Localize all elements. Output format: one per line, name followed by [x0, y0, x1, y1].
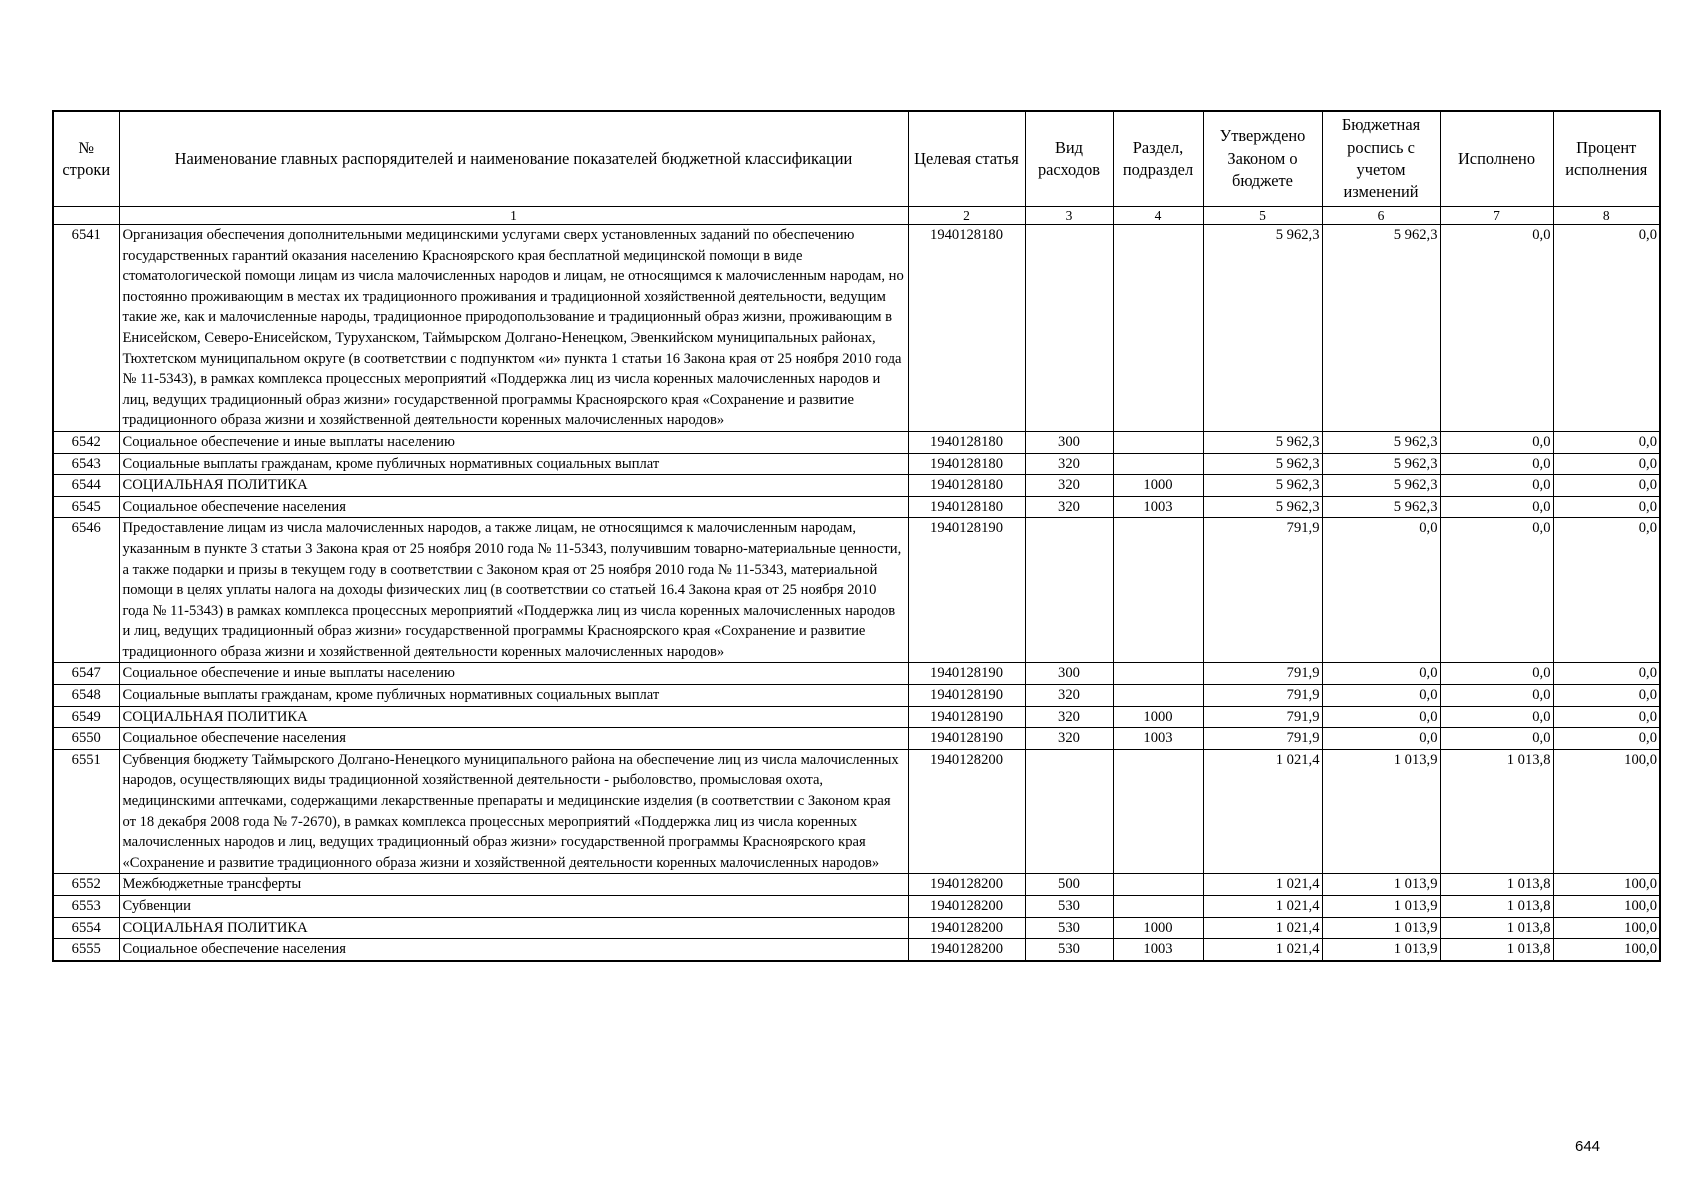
expense-type-cell: 320	[1025, 728, 1113, 750]
revised-cell: 1 013,9	[1322, 874, 1440, 896]
row-name-cell: Социальное обеспечение и иные выплаты населению	[119, 431, 908, 453]
table-row	[53, 225, 1660, 432]
header-section: Раздел, подраздел	[1113, 111, 1203, 207]
target-article-cell: 1940128180	[908, 453, 1025, 475]
expense-type-cell: 320	[1025, 685, 1113, 707]
section-cell: 1000	[1113, 475, 1203, 497]
row-name-cell: Социальное обеспечение населения	[119, 496, 908, 518]
row-name-cell: Социальное обеспечение населения	[119, 728, 908, 750]
section-cell: 1000	[1113, 706, 1203, 728]
revised-cell: 0,0	[1322, 706, 1440, 728]
target-article-cell: 1940128200	[908, 939, 1025, 961]
table-row	[53, 939, 1660, 961]
percent-cell: 0,0	[1553, 728, 1660, 750]
column-number: 6	[1322, 207, 1440, 225]
table-row	[53, 706, 1660, 728]
column-number-row	[53, 207, 1660, 225]
section-cell	[1113, 896, 1203, 918]
approved-cell: 5 962,3	[1203, 225, 1322, 432]
revised-cell: 1 013,9	[1322, 896, 1440, 918]
row-name-cell: Предоставление лицам из числа малочисленных народов, а также лицам, не относящимся к малочисленным народам, указанным в пункте 3 статьи 3 Закона края от 25 ноября 2010 года № 11-5343, получившим товарно-материальные ценности, а также подарки и призы в текущем году в соответствии с Законом края от 25 ноября 2010 года № 11-5343, материальной помощи в целях уплаты налога на доходы физических лиц (в соответствии со статьей 16.4 Закона края от 25 ноября 2010 года № 11-5343) в рамках комплекса процессных мероприятий «Поддержка лиц из числа коренных малочисленных народов и лиц, ведущих традиционный образ жизни» государственной программы Красноярского края «Сохранение и развитие традиционного образа жизни и хозяйственной деятельности коренных малочисленных народов»	[119, 518, 908, 663]
expense-type-cell: 300	[1025, 431, 1113, 453]
column-number: 3	[1025, 207, 1113, 225]
row-number-cell: 6552	[53, 874, 119, 896]
header-revised: Бюджетная роспись с учетом изменений	[1322, 111, 1440, 207]
header-approved: Утверждено Законом о бюджете	[1203, 111, 1322, 207]
section-cell	[1113, 453, 1203, 475]
table-row	[53, 431, 1660, 453]
percent-cell: 0,0	[1553, 685, 1660, 707]
row-number-cell: 6551	[53, 749, 119, 874]
table-row	[53, 728, 1660, 750]
row-number-cell: 6549	[53, 706, 119, 728]
table-row	[53, 518, 1660, 663]
table-row	[53, 453, 1660, 475]
row-number-cell: 6548	[53, 685, 119, 707]
header-percent: Процент исполнения	[1553, 111, 1660, 207]
target-article-cell: 1940128180	[908, 225, 1025, 432]
expense-type-cell: 320	[1025, 475, 1113, 497]
approved-cell: 5 962,3	[1203, 496, 1322, 518]
row-number-cell: 6555	[53, 939, 119, 961]
row-number-cell: 6550	[53, 728, 119, 750]
target-article-cell: 1940128190	[908, 518, 1025, 663]
approved-cell: 791,9	[1203, 518, 1322, 663]
row-name-cell: СОЦИАЛЬНАЯ ПОЛИТИКА	[119, 706, 908, 728]
executed-cell: 1 013,8	[1440, 917, 1553, 939]
percent-cell: 0,0	[1553, 663, 1660, 685]
revised-cell: 5 962,3	[1322, 431, 1440, 453]
revised-cell: 5 962,3	[1322, 225, 1440, 432]
section-cell: 1003	[1113, 728, 1203, 750]
target-article-cell: 1940128180	[908, 496, 1025, 518]
table-row	[53, 685, 1660, 707]
table-row	[53, 496, 1660, 518]
executed-cell: 0,0	[1440, 706, 1553, 728]
table-row	[53, 475, 1660, 497]
approved-cell: 5 962,3	[1203, 431, 1322, 453]
column-number: 4	[1113, 207, 1203, 225]
section-cell	[1113, 685, 1203, 707]
table-row	[53, 749, 1660, 874]
executed-cell: 0,0	[1440, 728, 1553, 750]
executed-cell: 0,0	[1440, 475, 1553, 497]
row-number-cell: 6544	[53, 475, 119, 497]
row-name-cell: СОЦИАЛЬНАЯ ПОЛИТИКА	[119, 917, 908, 939]
section-cell	[1113, 518, 1203, 663]
expense-type-cell	[1025, 749, 1113, 874]
executed-cell: 1 013,8	[1440, 874, 1553, 896]
section-cell: 1003	[1113, 939, 1203, 961]
header-expense-type: Вид расходов	[1025, 111, 1113, 207]
column-number: 1	[119, 207, 908, 225]
approved-cell: 5 962,3	[1203, 475, 1322, 497]
header-row-number: № строки	[53, 111, 119, 207]
approved-cell: 791,9	[1203, 685, 1322, 707]
row-number-cell: 6553	[53, 896, 119, 918]
percent-cell: 100,0	[1553, 749, 1660, 874]
executed-cell: 0,0	[1440, 225, 1553, 432]
target-article-cell: 1940128190	[908, 663, 1025, 685]
header-name: Наименование главных распорядителей и наименование показателей бюджетной классификации	[119, 111, 908, 207]
revised-cell: 0,0	[1322, 663, 1440, 685]
table-row	[53, 663, 1660, 685]
page-number: 644	[1575, 1138, 1601, 1155]
row-name-cell: Субвенции	[119, 896, 908, 918]
table-body	[53, 225, 1660, 961]
revised-cell: 5 962,3	[1322, 475, 1440, 497]
percent-cell: 0,0	[1553, 475, 1660, 497]
revised-cell: 0,0	[1322, 685, 1440, 707]
row-number-cell: 6541	[53, 225, 119, 432]
header-executed: Исполнено	[1440, 111, 1553, 207]
revised-cell: 0,0	[1322, 518, 1440, 663]
expense-type-cell	[1025, 225, 1113, 432]
section-cell	[1113, 431, 1203, 453]
section-cell	[1113, 225, 1203, 432]
executed-cell: 0,0	[1440, 518, 1553, 663]
target-article-cell: 1940128180	[908, 475, 1025, 497]
target-article-cell: 1940128200	[908, 874, 1025, 896]
revised-cell: 1 013,9	[1322, 749, 1440, 874]
row-number-cell: 6554	[53, 917, 119, 939]
percent-cell: 0,0	[1553, 453, 1660, 475]
approved-cell: 791,9	[1203, 706, 1322, 728]
executed-cell: 0,0	[1440, 663, 1553, 685]
section-cell	[1113, 663, 1203, 685]
expense-type-cell: 530	[1025, 896, 1113, 918]
column-number	[53, 207, 119, 225]
target-article-cell: 1940128200	[908, 917, 1025, 939]
expense-type-cell: 300	[1025, 663, 1113, 685]
approved-cell: 1 021,4	[1203, 917, 1322, 939]
percent-cell: 0,0	[1553, 518, 1660, 663]
revised-cell: 5 962,3	[1322, 496, 1440, 518]
expense-type-cell: 320	[1025, 496, 1113, 518]
row-number-cell: 6547	[53, 663, 119, 685]
executed-cell: 0,0	[1440, 431, 1553, 453]
column-number: 5	[1203, 207, 1322, 225]
table-row	[53, 917, 1660, 939]
header-row	[53, 111, 1660, 207]
expense-type-cell: 530	[1025, 939, 1113, 961]
row-name-cell: Социальные выплаты гражданам, кроме публичных нормативных социальных выплат	[119, 453, 908, 475]
revised-cell: 5 962,3	[1322, 453, 1440, 475]
executed-cell: 0,0	[1440, 496, 1553, 518]
approved-cell: 1 021,4	[1203, 874, 1322, 896]
table-row	[53, 896, 1660, 918]
row-number-cell: 6546	[53, 518, 119, 663]
row-name-cell: Межбюджетные трансферты	[119, 874, 908, 896]
revised-cell: 1 013,9	[1322, 917, 1440, 939]
expense-type-cell	[1025, 518, 1113, 663]
executed-cell: 0,0	[1440, 453, 1553, 475]
target-article-cell: 1940128180	[908, 431, 1025, 453]
percent-cell: 100,0	[1553, 896, 1660, 918]
target-article-cell: 1940128190	[908, 706, 1025, 728]
executed-cell: 1 013,8	[1440, 939, 1553, 961]
percent-cell: 0,0	[1553, 225, 1660, 432]
expense-type-cell: 500	[1025, 874, 1113, 896]
approved-cell: 5 962,3	[1203, 453, 1322, 475]
row-name-cell: СОЦИАЛЬНАЯ ПОЛИТИКА	[119, 475, 908, 497]
revised-cell: 1 013,9	[1322, 939, 1440, 961]
budget-table	[52, 110, 1661, 962]
row-name-cell: Социальное обеспечение населения	[119, 939, 908, 961]
approved-cell: 1 021,4	[1203, 749, 1322, 874]
target-article-cell: 1940128200	[908, 896, 1025, 918]
row-number-cell: 6543	[53, 453, 119, 475]
expense-type-cell: 320	[1025, 453, 1113, 475]
table-row	[53, 874, 1660, 896]
approved-cell: 1 021,4	[1203, 939, 1322, 961]
row-number-cell: 6542	[53, 431, 119, 453]
row-name-cell: Социальное обеспечение и иные выплаты населению	[119, 663, 908, 685]
header-target-article: Целевая статья	[908, 111, 1025, 207]
percent-cell: 100,0	[1553, 939, 1660, 961]
approved-cell: 791,9	[1203, 728, 1322, 750]
section-cell	[1113, 874, 1203, 896]
executed-cell: 0,0	[1440, 685, 1553, 707]
section-cell: 1000	[1113, 917, 1203, 939]
percent-cell: 0,0	[1553, 431, 1660, 453]
row-number-cell: 6545	[53, 496, 119, 518]
expense-type-cell: 530	[1025, 917, 1113, 939]
column-number: 2	[908, 207, 1025, 225]
section-cell	[1113, 749, 1203, 874]
percent-cell: 0,0	[1553, 706, 1660, 728]
target-article-cell: 1940128190	[908, 685, 1025, 707]
target-article-cell: 1940128190	[908, 728, 1025, 750]
revised-cell: 0,0	[1322, 728, 1440, 750]
row-name-cell: Организация обеспечения дополнительными медицинскими услугами сверх установленных заданий по обеспечению государственных гарантий оказания населению Красноярского края бесплатной медицинской помощи в виде стоматологической помощи лицам из числа малочисленных народов и лицам, не относящимся к малочисленным народам, но постоянно проживающим в местах их традиционного проживания и традиционной хозяйственной деятельности, ведущим такие же, как и малочисленные народы, традиционное природопользование и традиционный образ жизни, проживающим в Енисейском, Северо-Енисейском, Туруханском, Таймырском Долгано-Ненецком, Эвенкийском муниципальных районах, Тюхтетском муниципальном округе (в соответствии с подпунктом «и» пункта 1 статьи 16 Закона края от 25 ноября 2010 года № 11-5343), в рамках комплекса процессных мероприятий «Поддержка лиц из числа коренных малочисленных народов и лиц, ведущих традиционный образ жизни» государственной программы Красноярского края «Сохранение и развитие традиционного образа жизни и хозяйственной деятельности коренных малочисленных народов»	[119, 225, 908, 432]
approved-cell: 1 021,4	[1203, 896, 1322, 918]
percent-cell: 0,0	[1553, 496, 1660, 518]
executed-cell: 1 013,8	[1440, 896, 1553, 918]
percent-cell: 100,0	[1553, 917, 1660, 939]
expense-type-cell: 320	[1025, 706, 1113, 728]
column-number: 7	[1440, 207, 1553, 225]
target-article-cell: 1940128200	[908, 749, 1025, 874]
section-cell: 1003	[1113, 496, 1203, 518]
percent-cell: 100,0	[1553, 874, 1660, 896]
column-number: 8	[1553, 207, 1660, 225]
executed-cell: 1 013,8	[1440, 749, 1553, 874]
row-name-cell: Субвенция бюджету Таймырского Долгано-Ненецкого муниципального района на обеспечение лиц из числа малочисленных народов, осуществляющих виды традиционной хозяйственной деятельности - рыболовство, промысловая охота, медицинскими аптечками, содержащими лекарственные препараты и медицинские изделия (в соответствии с Законом края от 18 декабря 2008 года № 7-2670), в рамках комплекса процессных мероприятий «Поддержка лиц из числа коренных малочисленных народов и лиц, ведущих традиционный образ жизни» государственной программы Красноярского края «Сохранение и развитие традиционного образа жизни и хозяйственной деятельности коренных малочисленных народов»	[119, 749, 908, 874]
approved-cell: 791,9	[1203, 663, 1322, 685]
row-name-cell: Социальные выплаты гражданам, кроме публичных нормативных социальных выплат	[119, 685, 908, 707]
